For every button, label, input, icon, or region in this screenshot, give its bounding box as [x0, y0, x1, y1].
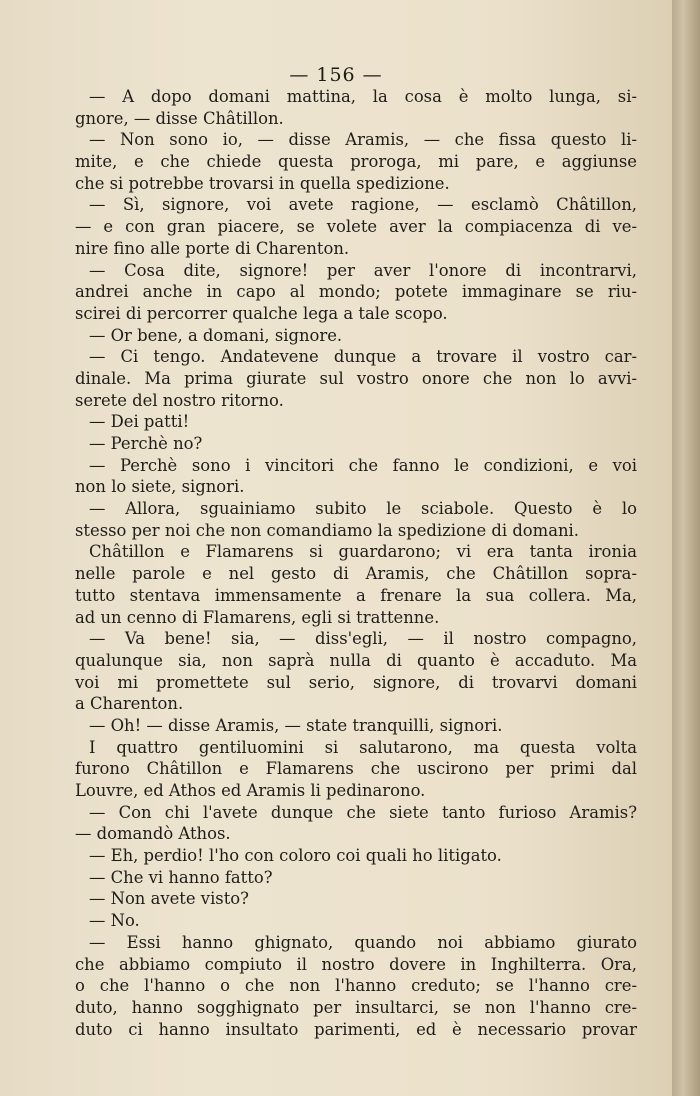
- text-line: — Perchè sono i vincitori che fanno le condizioni, e voi: [89, 455, 637, 475]
- text-line: voi mi promettete sul serio, signore, di trovarvi domani: [75, 672, 637, 692]
- text-line: o che l'hanno o che non l'hanno creduto; se l'hanno cre-: [75, 976, 637, 996]
- text-line: mite, e che chiede questa proroga, mi pare, e aggiunse: [75, 152, 637, 172]
- body-text: [75, 86, 637, 1040]
- text-line: — Eh, perdio! l'ho con coloro coi quali ho litigato.: [89, 846, 502, 866]
- text-line: a Charenton.: [75, 694, 184, 714]
- page-number: — 156 —: [289, 64, 383, 86]
- text-line: — Che vi hanno fatto?: [89, 867, 273, 887]
- text-line: — Perchè no?: [89, 434, 203, 453]
- text-line: qualunque sia, non saprà nulla di quanto è accaduto. Ma: [75, 650, 637, 670]
- text-line: — e con gran piacere, se volete aver la compiacenza di ve-: [75, 217, 637, 237]
- text-line: — Essi hanno ghignato, quando noi abbiamo giurato: [89, 932, 637, 952]
- text-line: — Non avete visto?: [89, 889, 249, 909]
- text-line: — Oh! — disse Aramis, — state tranquilli, signori.: [89, 715, 503, 735]
- text-line: — Va bene! sia, — diss'egli, — il nostro compagno,: [89, 629, 637, 649]
- text-line: — Or bene, a domani, signore.: [89, 325, 343, 345]
- text-line: che abbiamo compiuto il nostro dovere in Inghilterra. Ora,: [75, 954, 637, 974]
- text-line: gnore, — disse Châtillon.: [75, 108, 284, 128]
- text-line: — Allora, sguainiamo subito le sciabole. Questo è lo: [89, 499, 637, 519]
- text-line: — Cosa dite, signore! per aver l'onore di incontrarvi,: [89, 260, 637, 280]
- text-line: che si potrebbe trovarsi in quella spedizione.: [75, 173, 450, 193]
- text-line: — domandò Athos.: [75, 824, 231, 844]
- text-line: I quattro gentiluomini si salutarono, ma questa volta: [89, 737, 637, 757]
- text-line: Châtillon e Flamarens si guardarono; vi era tanta ironia: [89, 542, 637, 562]
- text-line: nelle parole e nel gesto di Aramis, che Châtillon sopra-: [75, 564, 637, 584]
- text-line: nire fino alle porte di Charenton.: [75, 238, 350, 258]
- text-line: tutto stentava immensamente a frenare la sua collera. Ma,: [75, 585, 637, 605]
- text-line: Louvre, ed Athos ed Aramis li pedinarono.: [75, 781, 426, 800]
- text-line: duto, hanno sogghignato per insultarci, se non l'hanno cre-: [75, 997, 637, 1017]
- text-line: non lo siete, signori.: [75, 477, 245, 497]
- text-line: ad un cenno di Flamarens, egli si trattenne.: [75, 607, 440, 627]
- text-line: stesso per noi che non comandiamo la spedizione di domani.: [75, 520, 579, 540]
- text-line: andrei anche in capo al mondo; potete immaginare se riu-: [75, 282, 637, 302]
- text-line: — Non sono io, — disse Aramis, — che fissa questo li-: [89, 130, 637, 150]
- text-line: — Sì, signore, voi avete ragione, — esclamò Châtillon,: [89, 195, 637, 215]
- text-line: furono Châtillon e Flamarens che uscirono per primi dal: [75, 759, 637, 779]
- text-line: — Con chi l'avete dunque che siete tanto furioso Aramis?: [89, 802, 637, 822]
- text-line: — Ci tengo. Andatevene dunque a trovare il vostro car-: [89, 347, 637, 367]
- text-line: — Dei patti!: [89, 412, 190, 432]
- text-line: serete del nostro ritorno.: [75, 390, 284, 410]
- text-line: — No.: [89, 911, 140, 931]
- text-line: duto ci hanno insultato parimenti, ed è necessario provar: [75, 1019, 637, 1039]
- text-line: dinale. Ma prima giurate sul vostro onore che non lo avvi-: [75, 368, 637, 388]
- text-line: — A dopo domani mattina, la cosa è molto lunga, si-: [89, 87, 637, 106]
- page-edge: [672, 0, 700, 1096]
- text-line: scirei di percorrer qualche lega a tale scopo.: [75, 303, 448, 323]
